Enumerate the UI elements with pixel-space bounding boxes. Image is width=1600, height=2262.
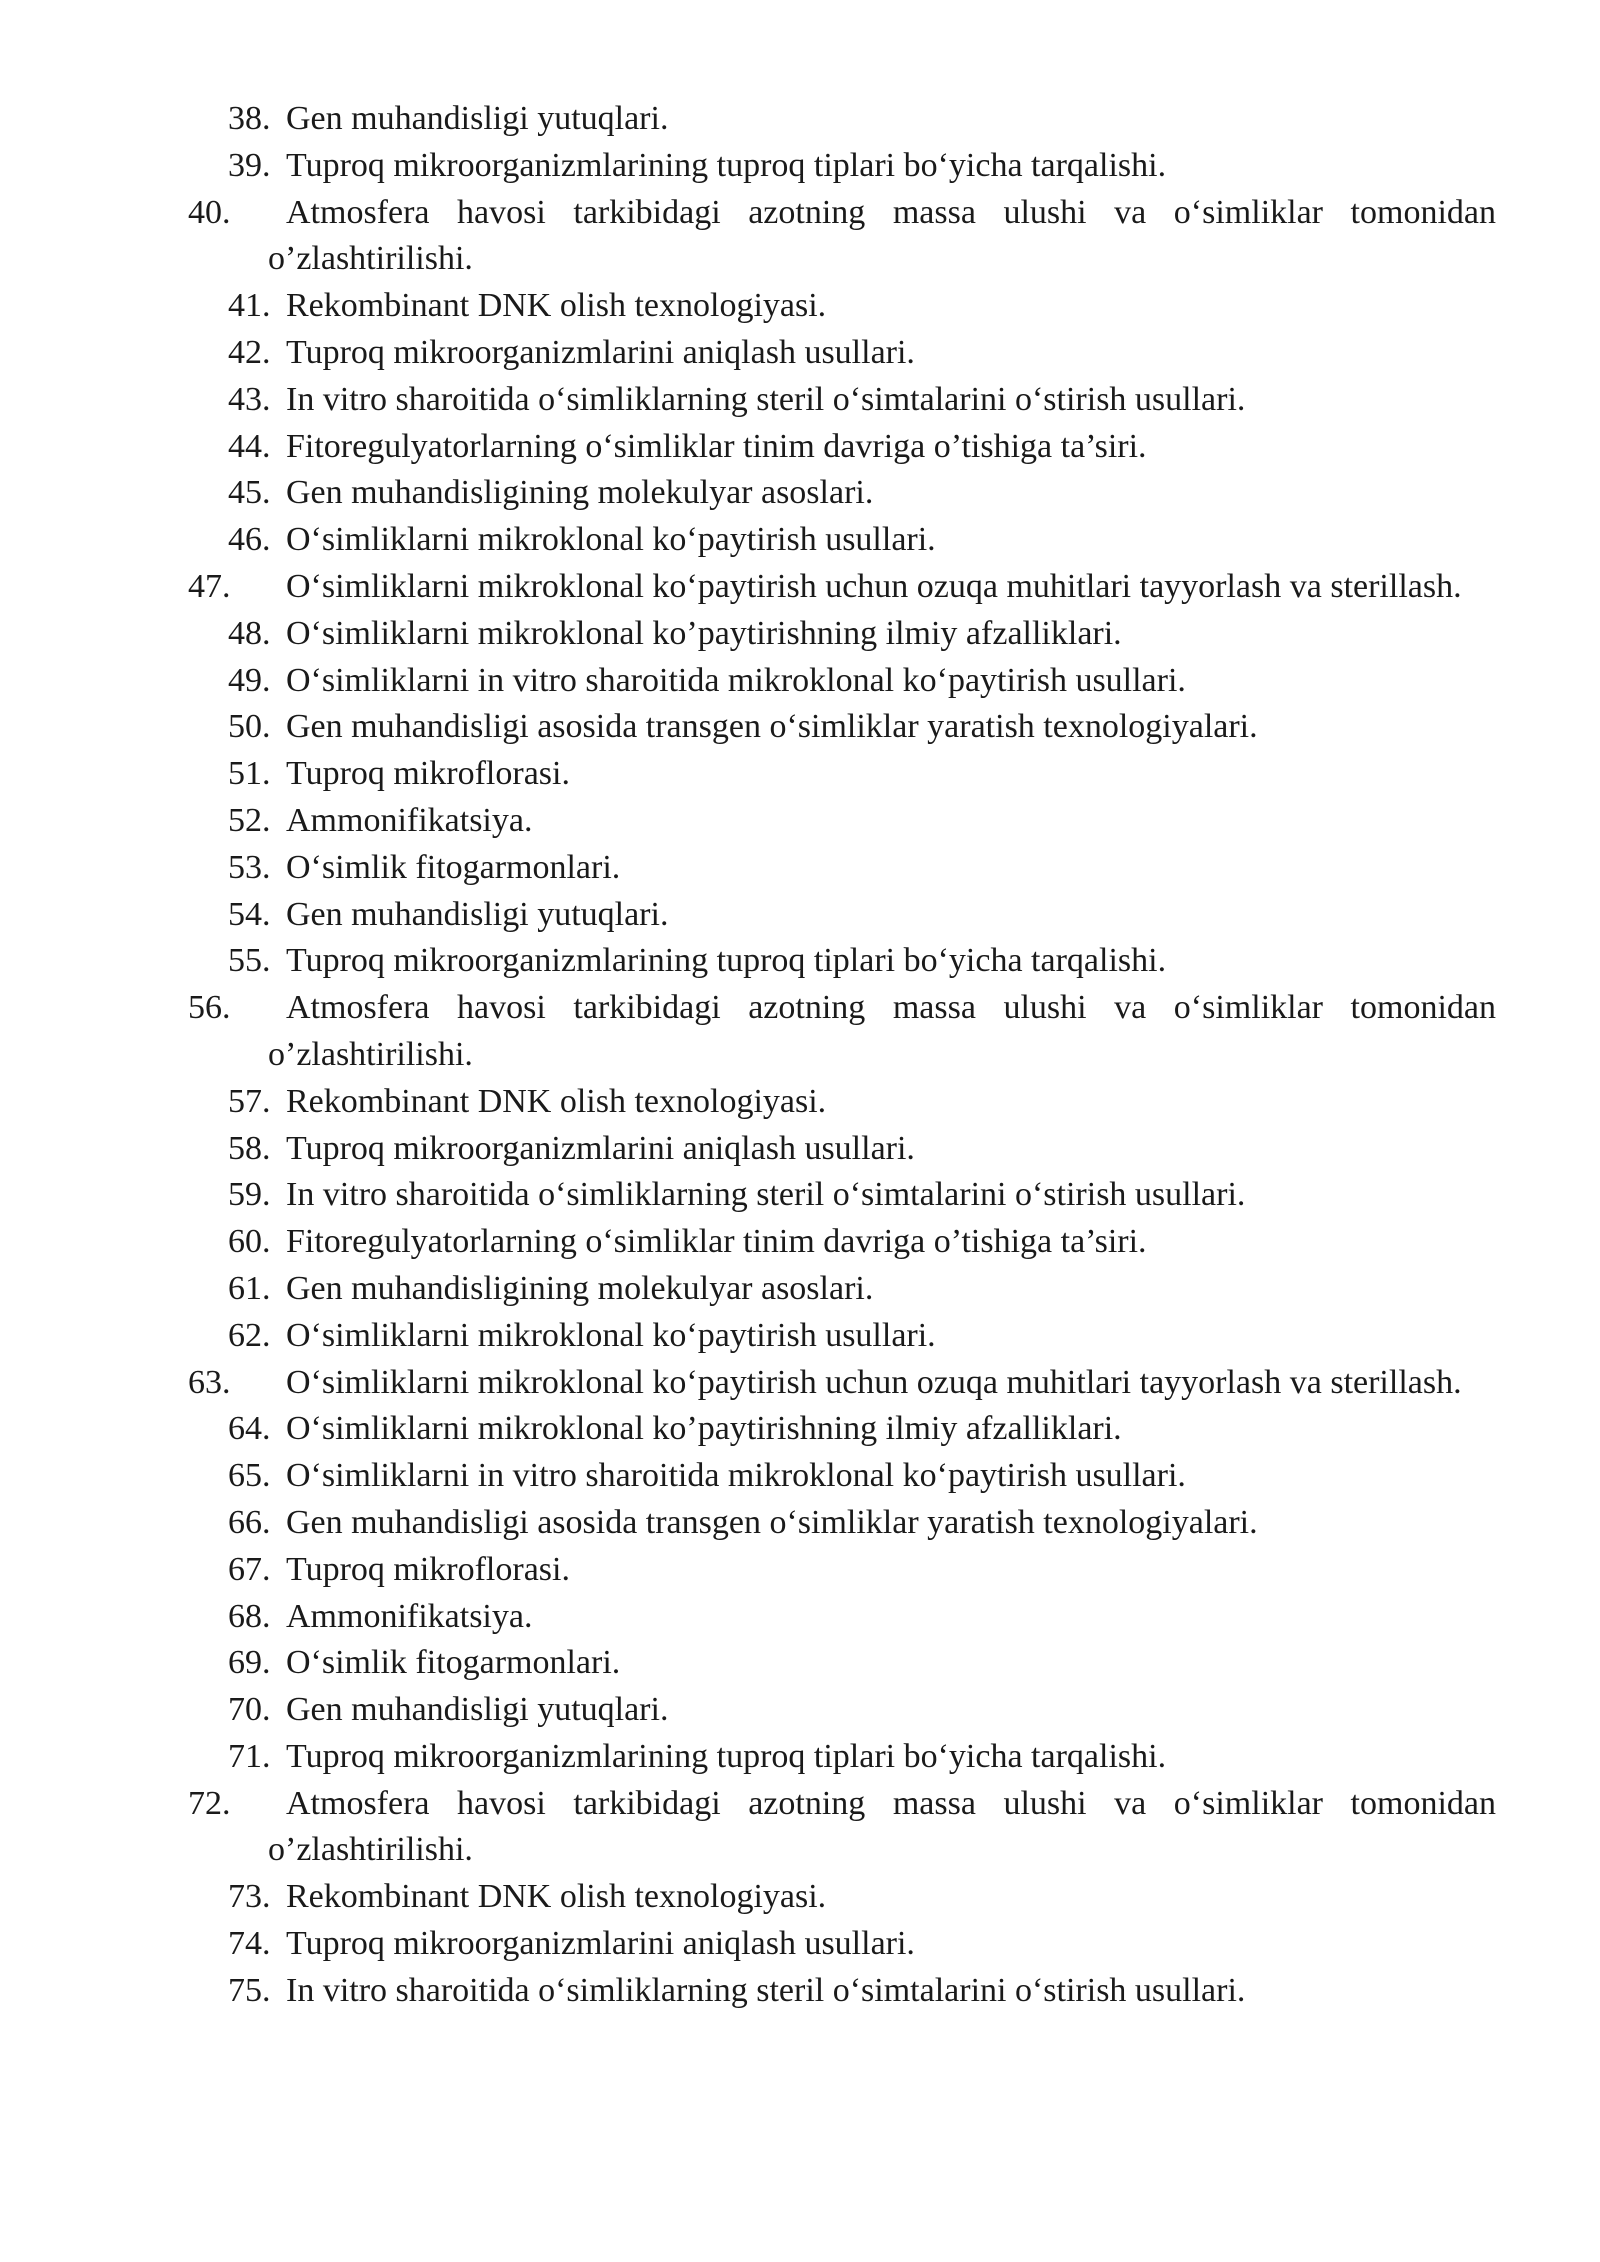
list-item — [228, 798, 1496, 845]
list-item-text: Gen muhandisligi yutuqlari. — [286, 100, 669, 137]
list-item-number: 39. — [228, 146, 271, 184]
list-item-text: O‘simliklarni mikroklonal ko‘paytirish uchun ozuqa muhitlari tayyorlash va sterillash. — [286, 1363, 1462, 1401]
list-item — [228, 1687, 1496, 1734]
list-item-number: 66. — [228, 1503, 271, 1541]
list-item-text: O‘simliklarni mikroklonal ko‘paytirish usullari. — [286, 1316, 936, 1354]
list-item — [228, 1640, 1496, 1687]
list-item — [188, 985, 1496, 1079]
list-item-number: 74. — [228, 1925, 271, 1963]
list-item-text: Tuproq mikroflorasi. — [286, 1550, 570, 1588]
list-item — [228, 517, 1496, 564]
list-item-text: Tuproq mikroorganizmlarini aniqlash usullari. — [286, 1925, 915, 1963]
list-item-text: Tuproq mikroflorasi. — [286, 755, 570, 793]
list-item-text: Tuproq mikroorganizmlarining tuproq tiplari bo‘yicha tarqalishi. — [286, 942, 1167, 980]
list-item — [228, 704, 1496, 751]
list-item-text: Tuproq mikroorganizmlarini aniqlash usullari. — [286, 333, 915, 371]
list-item-number: 53. — [228, 848, 271, 886]
list-item — [228, 330, 1496, 377]
list-item-number: 57. — [228, 1082, 271, 1120]
list-item — [228, 424, 1496, 471]
list-item — [228, 751, 1496, 798]
list-item — [228, 1594, 1496, 1641]
list-item — [228, 611, 1496, 658]
list-item-number: 63. — [188, 1363, 231, 1401]
list-item — [228, 143, 1496, 190]
list-item — [228, 845, 1496, 892]
list-item-text: O‘simlik fitogarmonlari. — [286, 848, 621, 886]
list-item-number: 62. — [228, 1316, 271, 1354]
list-item-number: 46. — [228, 521, 271, 559]
list-item-number: 64. — [228, 1410, 271, 1448]
list-item-number: 61. — [228, 1269, 271, 1307]
list-item — [188, 564, 1496, 611]
list-item-text: O‘simliklarni mikroklonal ko‘paytirish usullari. — [286, 521, 936, 559]
list-item — [228, 377, 1496, 424]
list-item-number: 71. — [228, 1737, 271, 1775]
list-item-number: 58. — [228, 1129, 271, 1167]
list-item — [228, 1547, 1496, 1594]
list-item-text: Rekombinant DNK olish texnologiyasi. — [286, 1082, 827, 1120]
list-item-text: Atmosfera havosi tarkibidagi azotning massa ulushi va o‘simliklar tomonidan o’zlashtirilishi. — [268, 193, 1496, 278]
list-item-text: Gen muhandisligi asosida transgen o‘simliklar yaratish texnologiyalari. — [286, 708, 1258, 746]
list-item — [228, 470, 1496, 517]
list-item-text: O‘simliklarni in vitro sharoitida mikroklonal ko‘paytirish usullari. — [286, 661, 1186, 699]
list-item-number: 72. — [188, 1784, 231, 1822]
list-item — [188, 190, 1496, 284]
list-item-text: Rekombinant DNK olish texnologiyasi. — [286, 1878, 827, 1916]
list-item — [228, 1406, 1496, 1453]
list-item — [188, 1781, 1496, 1875]
list-item-text: Atmosfera havosi tarkibidagi azotning massa ulushi va o‘simliklar tomonidan o’zlashtirilishi. — [268, 989, 1496, 1073]
list-item — [228, 1874, 1496, 1921]
list-item — [228, 1126, 1496, 1173]
list-item-number: 48. — [228, 614, 271, 652]
list-item-text: Ammonifikatsiya. — [286, 1597, 533, 1635]
list-item-number: 56. — [188, 989, 231, 1027]
list-item-number: 44. — [228, 427, 271, 465]
list-item-number: 59. — [228, 1176, 271, 1214]
list-item-number: 42. — [228, 333, 271, 371]
list-item — [228, 892, 1496, 939]
list-item-text: Fitoregulyatorlarning o‘simliklar tinim davriga o’tishiga ta’siri. — [286, 1223, 1147, 1261]
list-item-number: 55. — [228, 942, 271, 980]
list-item — [228, 1266, 1496, 1313]
list-item — [228, 1313, 1496, 1360]
list-item-text: Ammonifikatsiya. — [286, 801, 533, 839]
list-item — [228, 1921, 1496, 1968]
list-item-number: 49. — [228, 661, 271, 699]
list-item-number: 54. — [228, 895, 271, 933]
list-item-number: 65. — [228, 1457, 271, 1495]
list-item-text: Gen muhandisligi yutuqlari. — [286, 895, 669, 933]
list-item-text: In vitro sharoitida o‘simliklarning steril o‘simtalarini o‘stirish usullari. — [286, 1971, 1246, 2009]
list-item — [228, 938, 1496, 985]
list-item-text: O‘simliklarni in vitro sharoitida mikroklonal ko‘paytirish usullari. — [286, 1457, 1186, 1495]
list-item-number: 68. — [228, 1597, 271, 1635]
topic-list — [188, 96, 1496, 2015]
list-item-number: 70. — [228, 1691, 271, 1729]
list-item-text: Fitoregulyatorlarning o‘simliklar tinim davriga o’tishiga ta’siri. — [286, 427, 1147, 465]
list-item-number: 75. — [228, 1971, 271, 2009]
list-item-text: O‘simlik fitogarmonlari. — [286, 1644, 621, 1682]
list-item-text: Rekombinant DNK olish texnologiyasi. — [286, 287, 827, 325]
list-item-text: Tuproq mikroorganizmlarining tuproq tiplari bo‘yicha tarqalishi. — [286, 1737, 1167, 1775]
list-item-text: Gen muhandisligi asosida transgen o‘simliklar yaratish texnologiyalari. — [286, 1503, 1258, 1541]
list-item-text: Gen muhandisligining molekulyar asoslari. — [286, 1269, 874, 1307]
list-item-text: Tuproq mikroorganizmlarining tuproq tiplari bo‘yicha tarqalishi. — [286, 146, 1167, 184]
list-item — [188, 1360, 1496, 1407]
list-item — [228, 1172, 1496, 1219]
list-item-text: Atmosfera havosi tarkibidagi azotning massa ulushi va o‘simliklar tomonidan o’zlashtirilishi. — [268, 1784, 1496, 1869]
list-item — [228, 1968, 1496, 2015]
list-item — [228, 1734, 1496, 1781]
list-item-number: 45. — [228, 474, 271, 512]
list-item-text: Gen muhandisligining molekulyar asoslari. — [286, 474, 874, 512]
list-item — [228, 1079, 1496, 1126]
list-item-text: In vitro sharoitida o‘simliklarning steril o‘simtalarini o‘stirish usullari. — [286, 380, 1246, 418]
list-item-number: 67. — [228, 1550, 271, 1588]
list-item-number: 43. — [228, 380, 271, 418]
list-item-text: O‘simliklarni mikroklonal ko‘paytirish uchun ozuqa muhitlari tayyorlash va sterillash. — [286, 567, 1462, 605]
list-item-text: In vitro sharoitida o‘simliklarning steril o‘simtalarini o‘stirish usullari. — [286, 1176, 1246, 1214]
list-item-number: 73. — [228, 1878, 271, 1916]
list-item — [228, 1500, 1496, 1547]
list-item — [228, 658, 1496, 705]
list-item-number: 38. — [228, 100, 271, 137]
list-item-number: 52. — [228, 801, 271, 839]
list-item-number: 60. — [228, 1223, 271, 1261]
list-item-number: 41. — [228, 287, 271, 325]
list-item-number: 47. — [188, 567, 231, 605]
list-item-text: Tuproq mikroorganizmlarini aniqlash usullari. — [286, 1129, 915, 1167]
list-item-number: 50. — [228, 708, 271, 746]
list-item-text: Gen muhandisligi yutuqlari. — [286, 1691, 669, 1729]
list-item — [228, 1219, 1496, 1266]
list-item — [228, 283, 1496, 330]
list-item-number: 69. — [228, 1644, 271, 1682]
list-item-text: O‘simliklarni mikroklonal ko’paytirishning ilmiy afzalliklari. — [286, 614, 1122, 652]
list-item-number: 51. — [228, 755, 271, 793]
list-item — [228, 1453, 1496, 1500]
list-item — [228, 96, 1496, 143]
list-item-number: 40. — [188, 193, 231, 231]
list-item-text: O‘simliklarni mikroklonal ko’paytirishning ilmiy afzalliklari. — [286, 1410, 1122, 1448]
